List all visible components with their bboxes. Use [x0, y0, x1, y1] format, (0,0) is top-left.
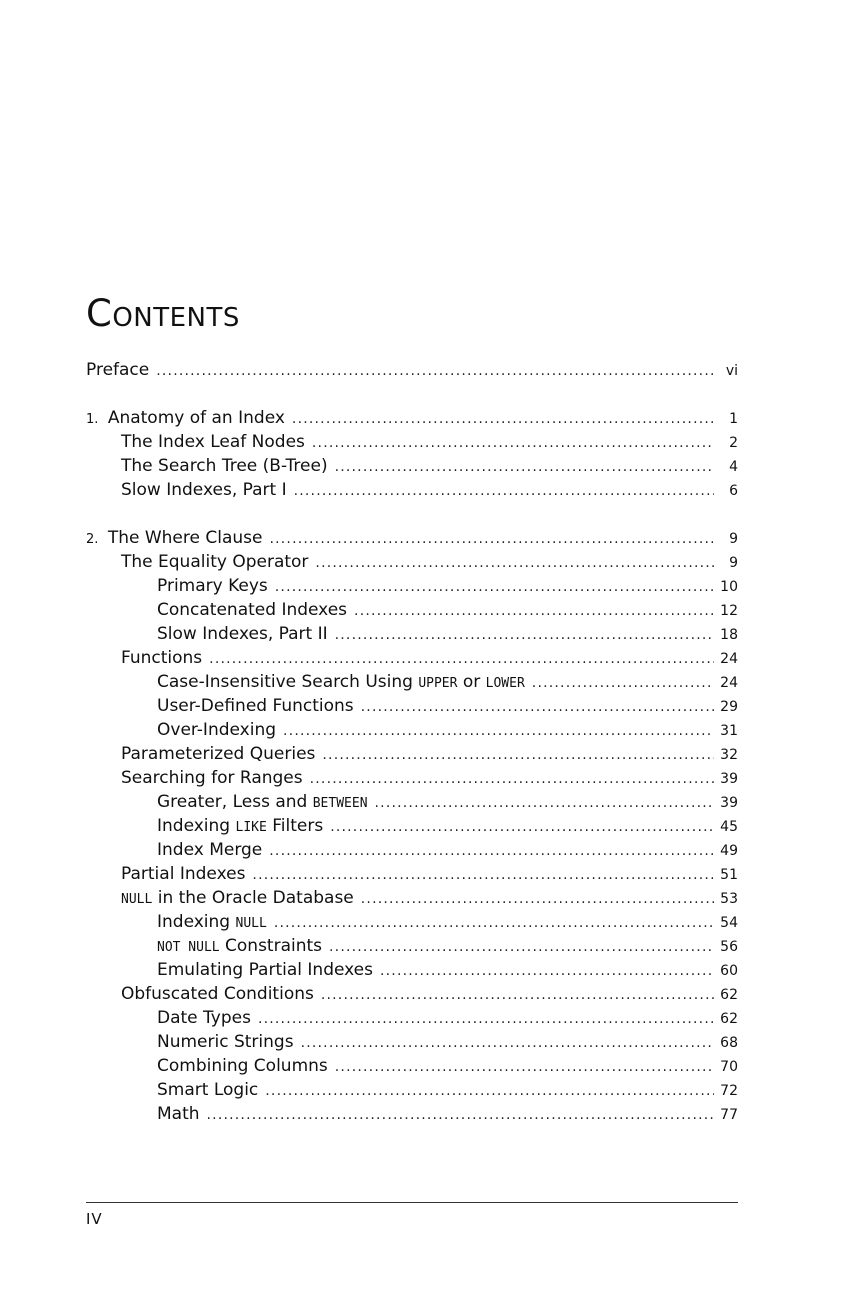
toc-page-number: 54: [720, 915, 738, 931]
toc-page-number: 24: [720, 651, 738, 667]
leader-dots: [361, 695, 714, 719]
toc-entry-title: Concatenated Indexes: [157, 600, 348, 620]
toc-page-number: 60: [720, 963, 738, 979]
toc-entry-section[interactable]: [86, 742, 738, 766]
toc-entry-subsection[interactable]: [86, 1078, 738, 1102]
leader-dots: [207, 1103, 714, 1127]
chapter-title: Anatomy of an Index: [107, 408, 285, 428]
leader-dots: [275, 575, 714, 599]
page-title: Contents: [86, 291, 240, 335]
toc-entry-subsection[interactable]: [86, 694, 738, 718]
leader-dots: [156, 359, 714, 383]
code-keyword: NULL: [235, 916, 267, 931]
leader-dots: [258, 1007, 714, 1031]
leader-dots: [380, 959, 714, 983]
toc-page-number: 70: [720, 1059, 738, 1075]
toc-entry-title: Primary Keys: [157, 576, 268, 596]
title-text: Constraints: [225, 936, 323, 956]
toc-page-number: 6: [729, 483, 738, 499]
toc-entry-section[interactable]: [86, 550, 738, 574]
toc-page-number: 9: [729, 555, 738, 571]
title-text: Greater, Less and: [157, 792, 308, 812]
toc-page-number: 29: [720, 699, 738, 715]
toc-entry-section[interactable]: [86, 454, 738, 478]
toc-page-number: 24: [720, 675, 738, 691]
leader-dots: [532, 671, 714, 695]
toc-entry-title: [157, 910, 267, 936]
toc-entry-title: User-Defined Functions: [157, 696, 354, 716]
toc-page-number: 49: [720, 843, 738, 859]
toc-entry-title: Numeric Strings: [157, 1032, 294, 1052]
toc-entry-title: Partial Indexes: [121, 864, 246, 884]
toc-entry-title: Combining Columns: [157, 1056, 328, 1076]
toc-entry-subsection[interactable]: [86, 910, 738, 934]
leader-dots: [335, 455, 714, 479]
leader-dots: [361, 887, 714, 911]
toc-entry-title: Searching for Ranges: [121, 768, 303, 788]
toc-page-number: 9: [729, 531, 738, 547]
toc-entry-subsection[interactable]: [86, 574, 738, 598]
toc-entry-subsection[interactable]: [86, 622, 738, 646]
toc-entry-subsection[interactable]: [86, 598, 738, 622]
toc-entry-title: [86, 406, 285, 432]
title-text: in the Oracle Database: [157, 888, 354, 908]
title-text: Indexing: [157, 816, 231, 836]
leader-dots: [330, 815, 714, 839]
toc-page-number: 4: [729, 459, 738, 475]
toc-page-number: 2: [729, 435, 738, 451]
title-text: Case-Insensitive Search Using: [157, 672, 413, 692]
toc-page-number: 72: [720, 1083, 738, 1099]
toc-page-number: 77: [720, 1107, 738, 1123]
toc-entry-subsection[interactable]: [86, 1054, 738, 1078]
leader-dots: [315, 551, 714, 575]
toc-entry-title: Slow Indexes, Part I: [121, 480, 287, 500]
leader-dots: [283, 719, 714, 743]
toc-entry-section[interactable]: [86, 982, 738, 1006]
toc-page-number: 62: [720, 987, 738, 1003]
toc-entry-section[interactable]: [86, 886, 738, 910]
leader-dots: [265, 1079, 714, 1103]
toc-entry-preface[interactable]: [86, 358, 738, 382]
toc-entry-title: Smart Logic: [157, 1080, 259, 1100]
leader-dots: [312, 431, 714, 455]
toc-page-number: 51: [720, 867, 738, 883]
code-keyword: LOWER: [485, 676, 525, 691]
toc-page-number: 62: [720, 1011, 738, 1027]
toc-entry-title: The Equality Operator: [121, 552, 309, 572]
code-keyword: UPPER: [418, 676, 458, 691]
leader-dots: [274, 911, 714, 935]
toc-entry-subsection[interactable]: [86, 1006, 738, 1030]
toc-entry-title: Date Types: [157, 1008, 251, 1028]
leader-dots: [292, 407, 714, 431]
toc-entry-title: [86, 526, 262, 552]
toc-entry-section[interactable]: [86, 478, 738, 502]
page-folio: [86, 1210, 103, 1228]
toc-entry-title: [157, 790, 368, 816]
toc-page-number: 1: [729, 411, 738, 427]
toc-page-number: 68: [720, 1035, 738, 1051]
toc-entry-title: Obfuscated Conditions: [121, 984, 314, 1004]
toc-entry-subsection[interactable]: [86, 934, 738, 958]
toc-entry-subsection[interactable]: [86, 814, 738, 838]
toc-entry-subsection[interactable]: [86, 670, 738, 694]
title-text: Filters: [272, 816, 324, 836]
toc-page-number: 18: [720, 627, 738, 643]
leader-dots: [310, 767, 714, 791]
toc-entry-section[interactable]: [86, 766, 738, 790]
toc-entry-title: Parameterized Queries: [121, 744, 316, 764]
toc-entry-chapter-1[interactable]: [86, 406, 738, 430]
title-text: Indexing: [157, 912, 231, 932]
folio-number: IV: [86, 1210, 103, 1228]
toc-entry-title: The Search Tree (B-Tree): [121, 456, 328, 476]
code-keyword: BETWEEN: [312, 796, 368, 811]
toc-page-number: 39: [720, 795, 738, 811]
toc-entry-title: [121, 886, 354, 912]
toc-page-number: 53: [720, 891, 738, 907]
leader-dots: [335, 623, 714, 647]
toc-entry-subsection[interactable]: [86, 838, 738, 862]
toc-page-number: 31: [720, 723, 738, 739]
toc-entry-title: Over-Indexing: [157, 720, 277, 740]
leader-dots: [354, 599, 714, 623]
toc-entry-section[interactable]: [86, 430, 738, 454]
footer-rule: [86, 1202, 738, 1203]
leader-dots: [322, 743, 714, 767]
toc-entry-section[interactable]: [86, 862, 738, 886]
toc-entry-subsection[interactable]: [86, 790, 738, 814]
toc-page-number: 32: [720, 747, 738, 763]
toc-entry-title: Slow Indexes, Part II: [157, 624, 328, 644]
toc-entry-title: Math: [157, 1104, 200, 1124]
leader-dots: [269, 839, 714, 863]
toc-entry-title: [157, 934, 322, 960]
toc-entry-chapter-2[interactable]: [86, 526, 738, 550]
toc-entry-title: Preface: [86, 360, 150, 380]
leader-dots: [294, 479, 714, 503]
title-text: or: [462, 672, 481, 692]
toc-page-number: 12: [720, 603, 738, 619]
leader-dots: [335, 1055, 714, 1079]
leader-dots: [375, 791, 714, 815]
toc-page-number: 45: [720, 819, 738, 835]
toc-entry-title: Functions: [121, 648, 203, 668]
toc-entry-subsection[interactable]: [86, 958, 738, 982]
chapter-title: The Where Clause: [107, 528, 263, 548]
toc-entry-title: Emulating Partial Indexes: [157, 960, 373, 980]
leader-dots: [269, 527, 714, 551]
code-keyword: NOT NULL: [157, 940, 220, 955]
toc-entry-subsection[interactable]: [86, 1030, 738, 1054]
toc-page-number: 56: [720, 939, 738, 955]
leader-dots: [301, 1031, 714, 1055]
code-keyword: LIKE: [235, 820, 267, 835]
chapter-number: 2.: [86, 532, 99, 547]
leader-dots: [329, 935, 714, 959]
leader-dots: [209, 647, 714, 671]
toc-page-number: 39: [720, 771, 738, 787]
toc-entry-subsection[interactable]: [86, 1102, 738, 1126]
toc-entry-title: The Index Leaf Nodes: [121, 432, 305, 452]
table-of-contents: [86, 358, 738, 1126]
toc-page-number: vi: [725, 363, 738, 379]
leader-dots: [252, 863, 714, 887]
toc-entry-title: [157, 814, 323, 840]
toc-entry-subsection[interactable]: [86, 718, 738, 742]
leader-dots: [321, 983, 714, 1007]
toc-entry-section[interactable]: [86, 646, 738, 670]
toc-page-number: 10: [720, 579, 738, 595]
code-keyword: NULL: [121, 892, 153, 907]
toc-entry-title: Index Merge: [157, 840, 263, 860]
chapter-number: 1.: [86, 412, 99, 427]
toc-entry-title: [157, 670, 525, 696]
